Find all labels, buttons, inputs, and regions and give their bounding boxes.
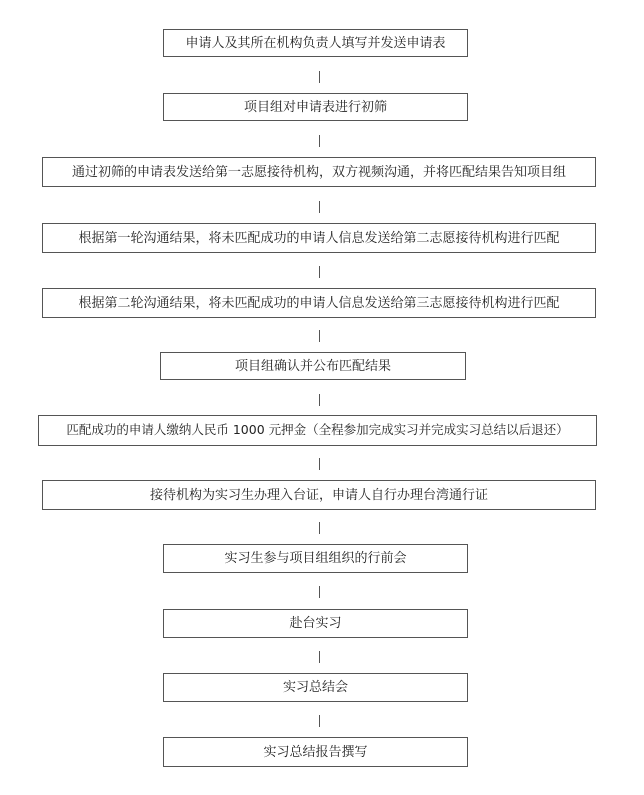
flow-step-label: 项目组对申请表进行初筛 [243, 99, 387, 115]
flow-connector [319, 586, 320, 598]
flow-connector [319, 715, 320, 727]
flow-step-10 [163, 609, 468, 638]
flow-step-7 [38, 415, 597, 446]
flow-connector [319, 201, 320, 213]
flow-step-2 [163, 93, 468, 121]
flow-step-label: 接待机构为实习生办理入台证，申请人自行办理台湾通行证 [149, 487, 488, 503]
flow-step-6 [160, 352, 466, 380]
flow-step-12 [163, 737, 468, 767]
flow-connector [319, 522, 320, 534]
flow-step-label: 实习生参与项目组组织的行前会 [224, 551, 407, 566]
flow-step-8 [42, 480, 596, 510]
flow-connector [319, 135, 320, 147]
flow-step-1 [163, 29, 468, 57]
flow-step-label: 根据第二轮沟通结果，将未匹配成功的申请人信息发送给第三志愿接待机构进行匹配 [78, 295, 560, 311]
flow-connector [319, 266, 320, 278]
flow-connector [319, 71, 320, 83]
flow-connector [319, 330, 320, 342]
flow-step-11 [163, 673, 468, 702]
flow-step-label: 根据第一轮沟通结果，将未匹配成功的申请人信息发送给第二志愿接待机构进行匹配 [78, 230, 560, 246]
flow-step-9 [163, 544, 468, 573]
flow-connector [319, 458, 320, 470]
flow-step-label: 实习总结会 [282, 680, 348, 695]
flow-step-label: 赴台实习 [289, 616, 342, 631]
flow-step-label: 申请人及其所在机构负责人填写并发送申请表 [185, 35, 446, 51]
flow-step-5 [42, 288, 596, 318]
flow-step-4 [42, 223, 596, 253]
flow-step-label: 通过初筛的申请表发送给第一志愿接待机构，双方视频沟通，并将匹配结果告知项目组 [71, 164, 566, 180]
flow-connector [319, 394, 320, 406]
flow-step-label: 项目组确认并公布匹配结果 [234, 358, 391, 374]
flow-step-label: 实习总结报告撰写 [263, 744, 368, 760]
flow-step-label: 匹配成功的申请人缴纳人民币 1000 元押金（全程参加完成实习并完成实习总结以后退还） [66, 422, 569, 438]
flow-connector [319, 651, 320, 663]
flow-step-3 [42, 157, 596, 187]
